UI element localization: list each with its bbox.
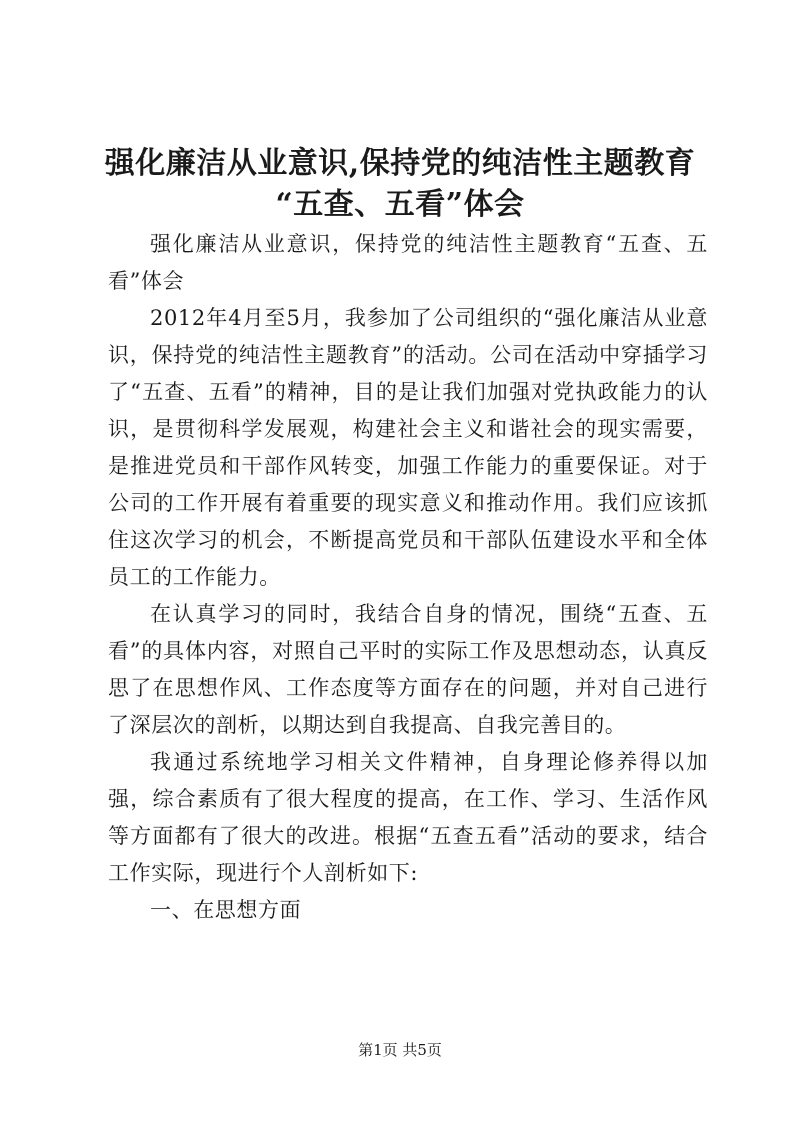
document-body: [108, 226, 708, 929]
page-footer: 第1页 共5页: [358, 1041, 442, 1059]
paragraph-2: 在认真学习的同时，我结合自身的情况，围绕“五查、五看”的具体内容，对照自己平时的实际工作及思想动态，认真反思了在思想作风、工作态度等方面存在的问题，并对自己进行了深层次的剖析，以期达到自我提高、自我完善目的。: [108, 602, 708, 737]
document-title-line-1: 强化廉洁从业意识,保持党的纯洁性主题教育: [104, 146, 696, 181]
section-heading-thought: 一、在思想方面: [150, 898, 302, 922]
paragraph-3: 我通过系统地学习相关文件精神，自身理论修养得以加强，综合素质有了很大程度的提高，在工作、学习、生活作风等方面都有了很大的改进。根据“五查五看”活动的要求，结合工作实际，现进行个人剖析如下:: [108, 750, 708, 885]
paragraph-1: 2012年4月至5月，我参加了公司组织的“强化廉洁从业意识，保持党的纯洁性主题教育”的活动。公司在活动中穿插学习了“五查、五看”的精神，目的是让我们加强对党执政能力的认识，是贯彻科学发展观，构建社会主义和谐社会的现实需要，是推进党员和干部作风转变，加强工作能力的重要保证。对于公司的工作开展有着重要的现实意义和推动作用。我们应该抓住这次学习的机会，不断提高党员和干部队伍建设水平和全体员工的工作能力。: [108, 306, 708, 589]
document-title-line-2: “五查、五看”体会: [275, 187, 525, 222]
paragraph-subtitle: 强化廉洁从业意识，保持党的纯洁性主题教育“五查、五看”体会: [108, 232, 708, 293]
